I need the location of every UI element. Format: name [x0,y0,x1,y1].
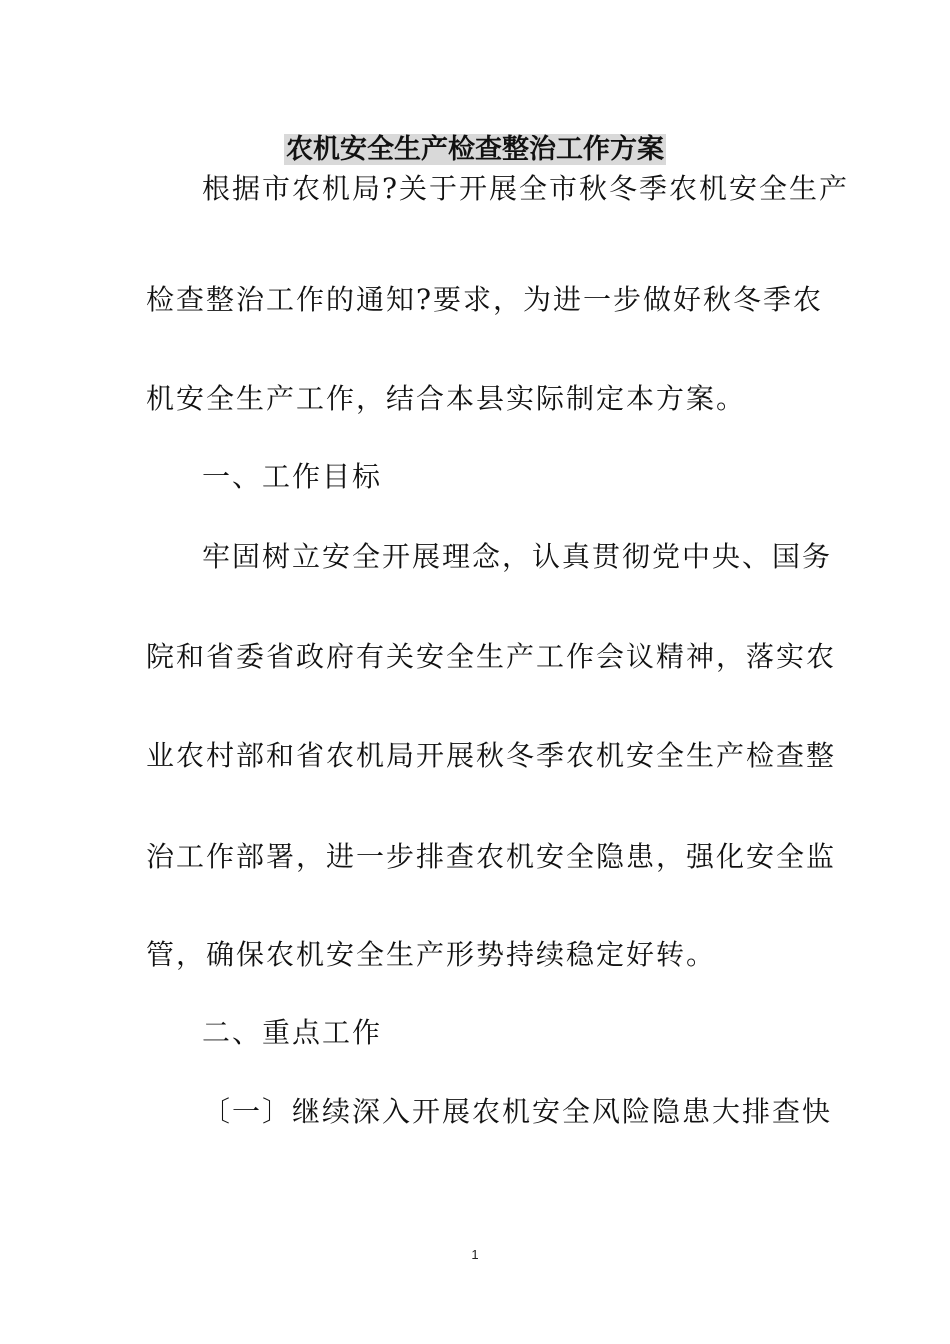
paragraph-line: 业农村部和省农机局开展秋冬季农机安全生产检查整 [146,739,837,772]
paragraph-line: 牢固树立安全开展理念，认真贯彻党中央、国务 [202,540,833,573]
document-title: 农机安全生产检查整治工作方案 [286,134,664,165]
paragraph-line: 〔一〕继续深入开展农机安全风险隐患大排查快 [202,1095,833,1128]
paragraph-line: 根据市农机局?关于开展全市秋冬季农机安全生产 [202,172,850,205]
paragraph-line: 管，确保农机安全生产形势持续稳定好转。 [146,938,717,971]
paragraph-line: 检查整治工作的通知?要求，为进一步做好秋冬季农 [146,283,824,316]
page-number: 1 [471,1247,479,1262]
section-heading: 一、工作目标 [202,460,383,493]
paragraph-line: 机安全生产工作，结合本县实际制定本方案。 [146,382,747,415]
paragraph-line: 治工作部署，进一步排查农机安全隐患，强化安全监 [146,840,837,873]
paragraph-line: 院和省委省政府有关安全生产工作会议精神，落实农 [146,640,837,673]
section-heading: 二、重点工作 [202,1016,383,1049]
